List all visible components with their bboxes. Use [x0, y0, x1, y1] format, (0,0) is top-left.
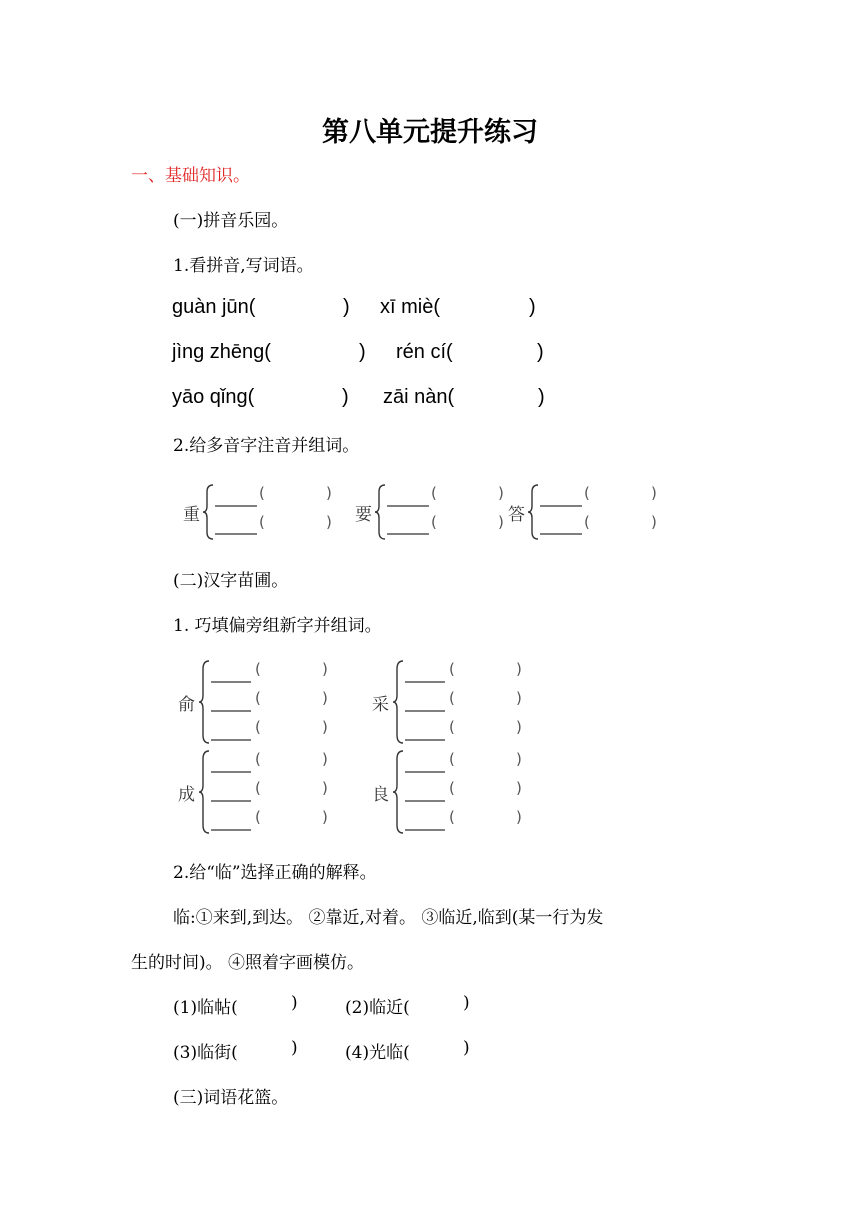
answer-blank-lines — [211, 658, 255, 746]
answer-blank-lines — [405, 748, 449, 836]
radical-char: 良 — [372, 785, 389, 805]
answer-blank-lines — [215, 482, 259, 538]
radical-group: 良 ( ) ( ) ( ) — [372, 748, 532, 836]
answer-paren-close: ) — [463, 993, 470, 1013]
question-polyphones: 2.给多音字注音并组词。 — [173, 436, 360, 456]
lin-item: (1)临帖( — [173, 998, 238, 1018]
subsection-word-basket: (三)词语花篮。 — [173, 1088, 289, 1108]
pinyin-item: rén cí( — [396, 341, 453, 363]
brace-icon — [393, 750, 405, 834]
polyphone-char: 答 — [508, 505, 525, 525]
polyphone-char: 要 — [355, 505, 372, 525]
radical-char: 俞 — [178, 695, 195, 715]
pinyin-item: jìng zhēng( — [172, 341, 271, 363]
answer-paren-close: ) — [342, 386, 349, 408]
lin-definitions-cont: 生的时间)。 ④照着字画模仿。 — [131, 953, 365, 973]
answer-paren-close: ) — [537, 341, 544, 363]
page-title: 第八单元提升练习 — [322, 117, 538, 148]
brace-icon — [393, 660, 405, 744]
answer-paren-close: ) — [359, 341, 366, 363]
brace-icon — [199, 750, 211, 834]
subsection-characters: (二)汉字苗圃。 — [173, 571, 289, 591]
brace-icon — [375, 484, 387, 540]
polyphone-group: 答 ( ) ( ) — [508, 482, 668, 540]
lin-item: (3)临街( — [173, 1043, 238, 1063]
question-add-radicals: 1. 巧填偏旁组新字并组词。 — [173, 616, 382, 636]
answer-paren-close: ) — [463, 1038, 470, 1058]
answer-blank-lines — [387, 482, 431, 538]
lin-item: (4)光临( — [345, 1043, 410, 1063]
lin-definitions: 临:①来到,到达。 ②靠近,对着。 ③临近,临到(某一行为发 — [173, 908, 604, 928]
answer-paren-close: ) — [529, 296, 536, 318]
pinyin-item: xī miè( — [380, 296, 440, 318]
answer-blank-lines — [405, 658, 449, 746]
pinyin-item: guàn jūn( — [172, 296, 256, 318]
polyphone-group: 重 ( ) ( ) — [183, 482, 343, 540]
answer-blank-lines — [211, 748, 255, 836]
brace-icon — [199, 660, 211, 744]
radical-char: 成 — [178, 785, 195, 805]
subsection-pinyin: (一)拼音乐园。 — [173, 211, 289, 231]
lin-item: (2)临近( — [345, 998, 410, 1018]
polyphone-char: 重 — [183, 505, 200, 525]
pinyin-item: zāi nàn( — [383, 386, 455, 408]
answer-paren-close: ) — [343, 296, 350, 318]
answer-paren-close: ) — [538, 386, 545, 408]
radical-char: 采 — [372, 695, 389, 715]
section-heading-basics: 一、基础知识。 — [131, 166, 250, 186]
answer-blank-lines — [540, 482, 584, 538]
pinyin-item: yāo qǐng( — [172, 386, 255, 408]
question-lin-meaning: 2.给“临”选择正确的解释。 — [173, 863, 377, 883]
radical-group: 俞 ( ) ( ) ( ) — [178, 658, 338, 746]
brace-icon — [203, 484, 215, 540]
polyphone-group: 要 ( ) ( ) — [355, 482, 515, 540]
question-write-words: 1.看拼音,写词语。 — [173, 256, 314, 276]
radical-group: 成 ( ) ( ) ( ) — [178, 748, 338, 836]
brace-icon — [528, 484, 540, 540]
radical-group: 采 ( ) ( ) ( ) — [372, 658, 532, 746]
answer-paren-close: ) — [291, 1038, 298, 1058]
answer-paren-close: ) — [291, 993, 298, 1013]
